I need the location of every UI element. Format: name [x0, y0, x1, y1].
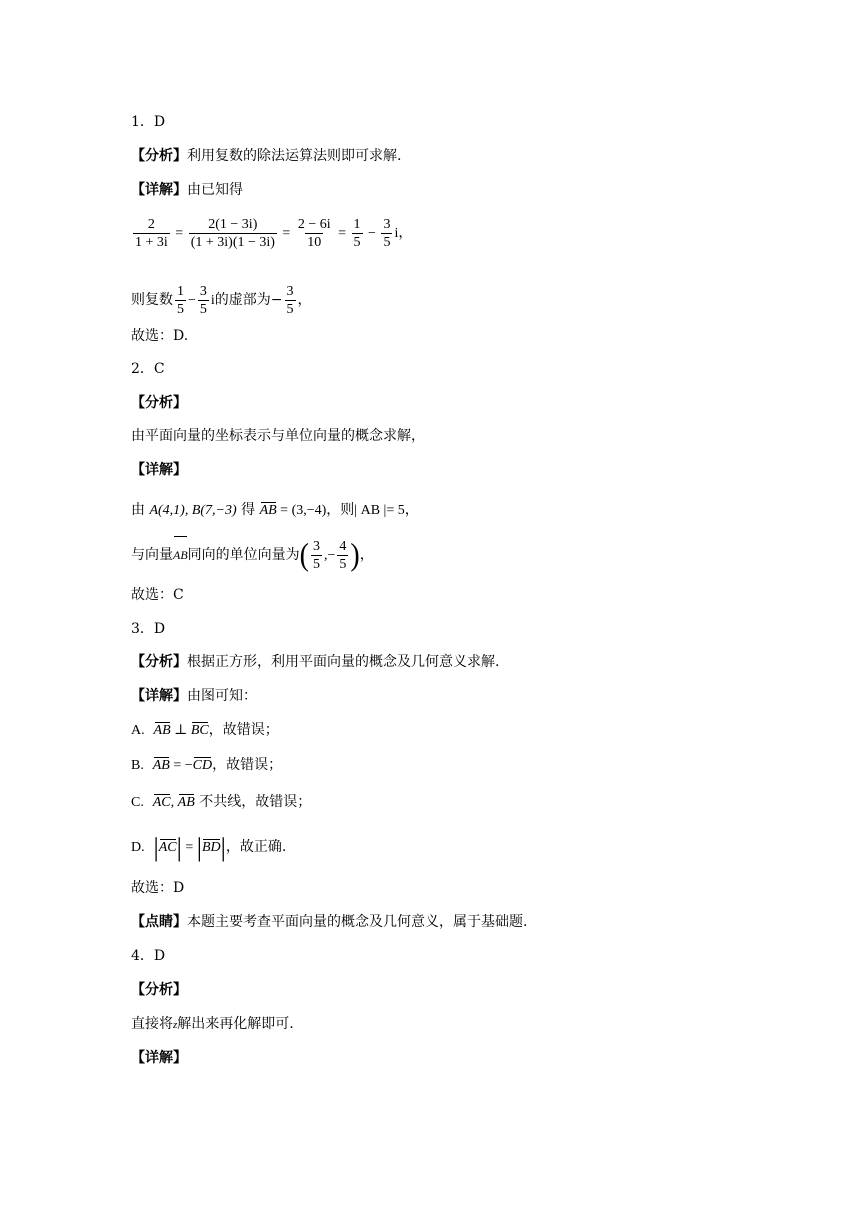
q2-vector-ab: 由 A(4,1), B(7,−3) 得 AB = (3,−4)，则| AB |= 5，	[131, 500, 419, 521]
q4-detail-tag: 【详解】	[131, 1050, 187, 1066]
q1-answer: 1．D	[131, 114, 166, 130]
q2-answer: 2．C	[131, 361, 165, 377]
q3-option-c: C. AC, AB 不共线，故错误；	[131, 792, 311, 813]
q2-analysis-tag: 【分析】	[131, 395, 187, 411]
q1-conclusion: 故选：D.	[131, 328, 189, 344]
q2-conclusion: 故选：C	[131, 587, 184, 603]
q3-option-d: D. |AC| = |BD|，故正确.	[131, 833, 287, 862]
q1-analysis: 【分析】利用复数的除法运算法则即可求解.	[131, 148, 402, 164]
q1-equation: $\frac{2}{1 + 3i}$ = $\frac{2(1 - 3i)}{(1 + 3i)(1 - 3i)}$ = $\frac{2 - 6i}{10}$ = $\frac{1}{5}$ − $\frac{3}{5}$ i，	[135, 217, 413, 251]
q3-option-a: A. AB ⊥ BC，故错误；	[131, 720, 279, 741]
q3-detail: 【详解】由图可知：	[131, 688, 257, 704]
q1-imag-part: 则复数 $\frac{1}{5}$ − $\frac{3}{5}$ i的虚部为− $\frac{3}{5}$ ，	[131, 284, 312, 318]
q1-detail: 【详解】由已知得	[131, 182, 243, 198]
q3-comment: 【点睛】本题主要考查平面向量的概念及几何意义，属于基础题.	[131, 914, 528, 930]
q3-answer: 3．D	[131, 621, 166, 637]
q2-analysis-text: 由平面向量的坐标表示与单位向量的概念求解，	[131, 428, 425, 444]
q4-analysis-text: 直接将z解出来再化解即可.	[131, 1016, 294, 1032]
q3-conclusion: 故选：D	[131, 880, 185, 896]
q3-analysis: 【分析】根据正方形，利用平面向量的概念及几何意义求解.	[131, 654, 500, 670]
q2-unit-vector: 与向量AB同向的单位向量为( $\frac{3}{5}$ ,− $\frac{4}{5}$ )，	[131, 535, 374, 576]
q4-answer: 4．D	[131, 948, 166, 964]
q4-analysis-tag: 【分析】	[131, 982, 187, 998]
q2-detail-tag: 【详解】	[131, 462, 187, 478]
q3-option-b: B. AB = −CD，故错误；	[131, 755, 282, 776]
